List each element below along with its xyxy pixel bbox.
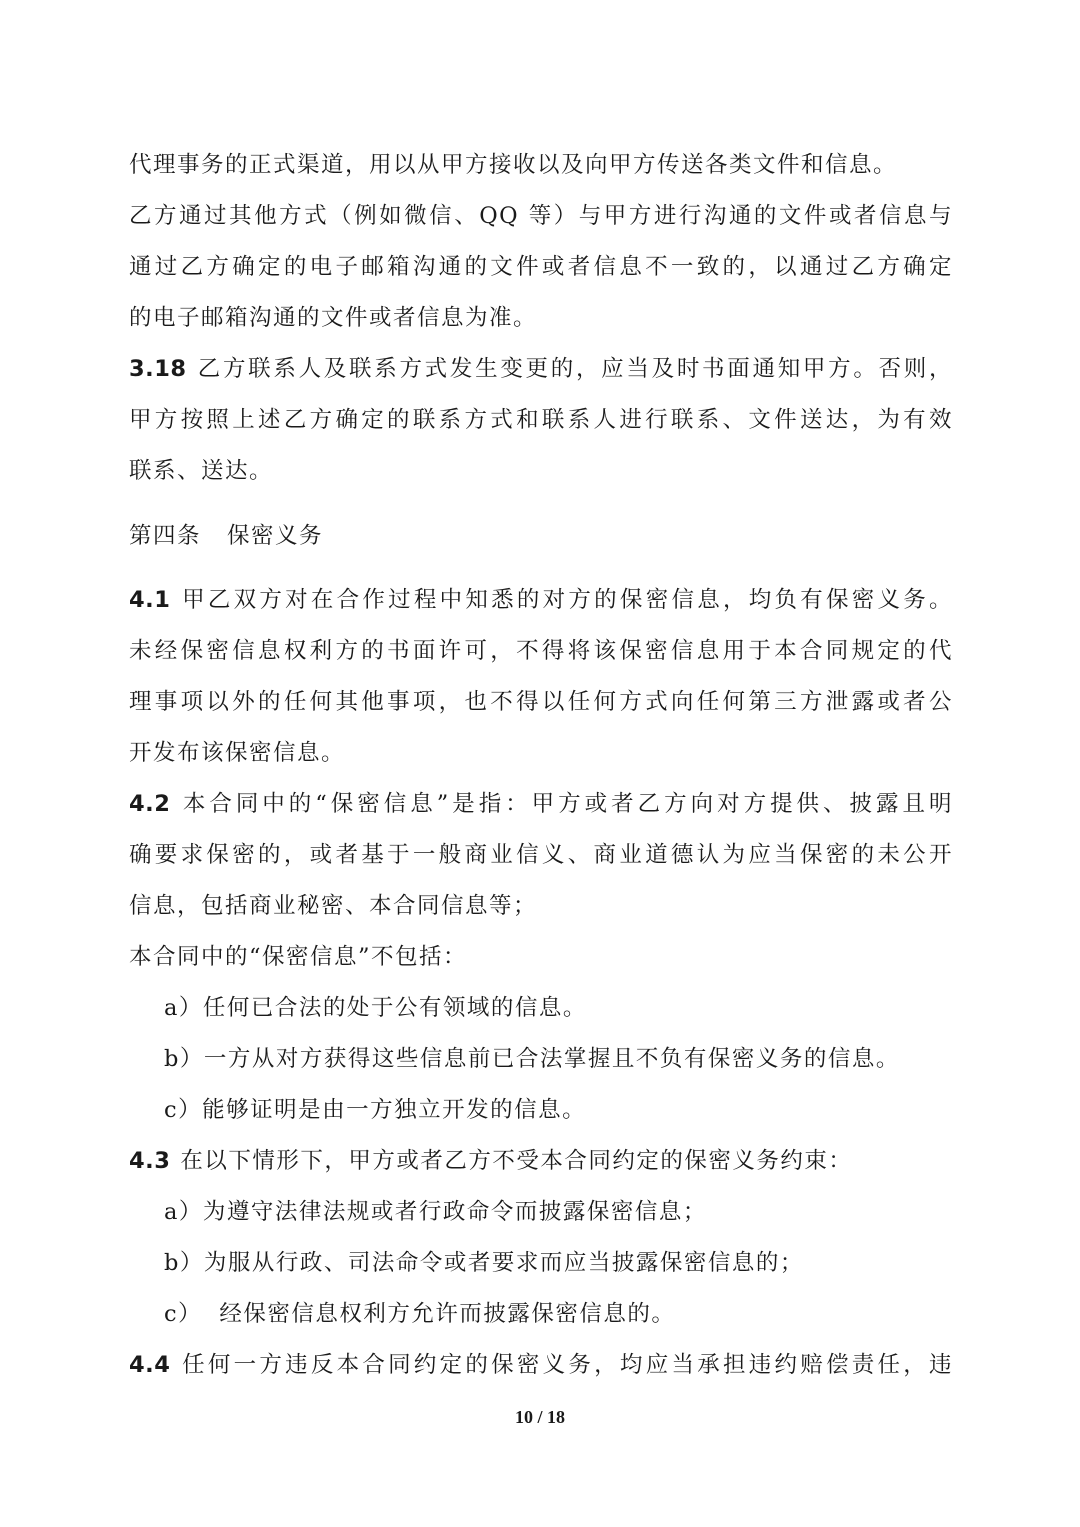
clause-4-2-line	[129, 779, 953, 830]
clause-number: 4.4	[129, 1352, 171, 1378]
list-item: c） 经保密信息权利方允许而披露保密信息的。	[164, 1301, 676, 1327]
paragraph-line: 联系、送达。	[129, 458, 274, 484]
paragraph-line: 代理事务的正式渠道，用以从甲方接收以及向甲方传送各类文件和信息。	[129, 152, 898, 178]
clause-text: 任何一方违反本合同约定的保密义务，均应当承担违约赔偿责任，违	[180, 1352, 953, 1378]
list-item: a）任何已合法的处于公有领域的信息。	[164, 995, 587, 1021]
clause-text: 本合同中的“保密信息”是指：甲方或者乙方向对方提供、披露且明	[180, 791, 953, 817]
page-number: 10 / 18	[514, 1407, 565, 1427]
clause-number: 4.3	[129, 1148, 171, 1174]
article-title: 保密义务	[227, 523, 324, 549]
paragraph-line: 通过乙方确定的电子邮箱沟通的文件或者信息不一致的，以通过乙方确定	[129, 254, 953, 280]
paragraph-line: 开发布该保密信息。	[129, 740, 346, 766]
paragraph-line: 理事项以外的任何其他事项，也不得以任何方式向任何第三方泄露或者公	[129, 689, 953, 715]
document-body	[129, 140, 953, 1391]
clause-text: 乙方联系人及联系方式发生变更的，应当及时书面通知甲方。否则，	[196, 356, 953, 382]
paragraph-line: 未经保密信息权利方的书面许可，不得将该保密信息用于本合同规定的代	[129, 638, 953, 664]
clause-text: 在以下情形下，甲方或者乙方不受本合同约定的保密义务约束：	[180, 1148, 853, 1174]
paragraph-line: 确要求保密的，或者基于一般商业信义、商业道德认为应当保密的未公开	[129, 842, 953, 868]
paragraph-line: 乙方通过其他方式（例如微信、QQ 等）与甲方进行沟通的文件或者信息与	[129, 203, 953, 229]
paragraph-line: 本合同中的“保密信息”不包括：	[129, 944, 468, 970]
clause-3-18-line	[129, 344, 953, 395]
list-item: b）为服从行政、司法命令或者要求而应当披露保密信息的；	[164, 1250, 804, 1276]
clause-text: 甲乙双方对在合作过程中知悉的对方的保密信息，均负有保密义务。	[180, 587, 953, 613]
article-number: 第四条	[129, 523, 202, 549]
clause-4-4-line	[129, 1340, 953, 1391]
paragraph-line: 的电子邮箱沟通的文件或者信息为准。	[129, 305, 538, 331]
list-item: b）一方从对方获得这些信息前已合法掌握且不负有保密义务的信息。	[164, 1046, 900, 1072]
clause-4-3-line	[129, 1136, 953, 1187]
paragraph-line: 信息，包括商业秘密、本合同信息等；	[129, 893, 538, 919]
list-item: c）能够证明是由一方独立开发的信息。	[164, 1097, 587, 1123]
paragraph-line: 甲方按照上述乙方确定的联系方式和联系人进行联系、文件送达，为有效	[129, 407, 953, 433]
article-heading	[129, 511, 953, 562]
clause-4-1-line	[129, 575, 953, 626]
clause-number: 4.2	[129, 791, 171, 817]
clause-number: 4.1	[129, 587, 171, 613]
clause-number: 3.18	[129, 356, 187, 382]
list-item: a）为遵守法律法规或者行政命令而披露保密信息；	[164, 1199, 707, 1225]
